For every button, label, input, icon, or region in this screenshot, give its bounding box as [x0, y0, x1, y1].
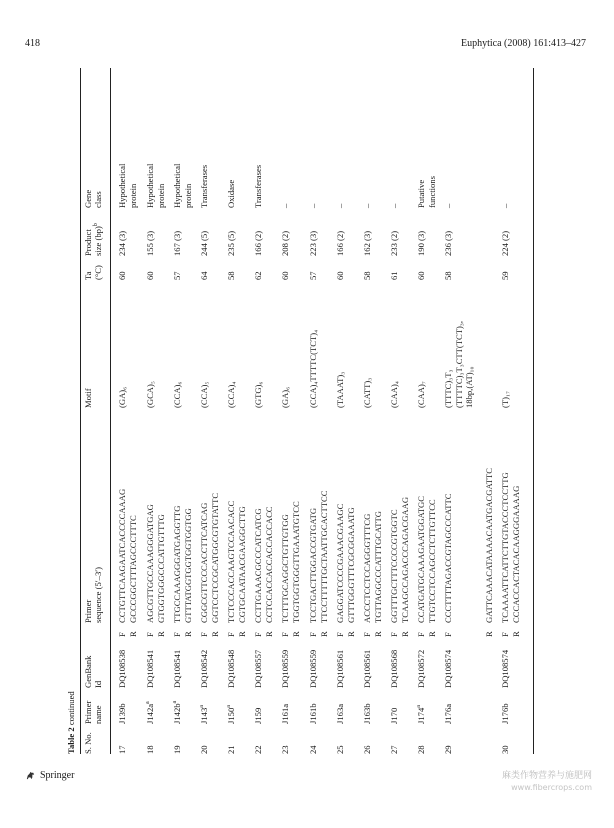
- cell-sno: 24: [308, 745, 318, 754]
- header-motif: Motif: [83, 388, 93, 408]
- cell-gene-class: Oxidase: [226, 179, 236, 208]
- cell-forward-label: F: [117, 632, 127, 637]
- cell-product-size: 223 (3): [308, 230, 318, 256]
- header-gene-class-line2: class: [93, 191, 104, 208]
- cell-sno: 27: [389, 745, 399, 754]
- cell-motif: (CCA)₄TTTTC(TCT)₄: [308, 329, 318, 408]
- header-gene-class-line1: Gene: [83, 189, 93, 208]
- cell-motif: (TTTC)₃T₃: [443, 369, 453, 408]
- cell-primer-name-sup: a: [416, 705, 423, 708]
- table-caption-label: Table 2: [66, 727, 76, 754]
- header-product-size-line1: Product: [83, 229, 93, 256]
- cell-product-size: 155 (3): [145, 230, 155, 256]
- cell-reverse-sequence: TCAAGCCAGACCCAGACGAAG: [399, 496, 410, 623]
- cell-genbank: DQ108542: [199, 649, 209, 688]
- cell-primer-name-text: J176a: [443, 703, 453, 724]
- cell-primer-name: [335, 686, 345, 724]
- header-primer-name: [83, 686, 104, 724]
- cell-motif: (CCA)₅: [199, 381, 209, 408]
- cell-reverse-label: R: [345, 631, 356, 637]
- cell-product-size: 234 (3): [117, 230, 127, 256]
- cell-forward-label: F: [308, 632, 318, 637]
- cell-reverse-sequence: TGTTAGGCCCATTTGCATTG: [372, 511, 383, 623]
- cell-motif: (TAAAT)₃: [335, 371, 345, 408]
- table-top-rule: [80, 68, 81, 754]
- cell-gene-class: Transferases: [199, 164, 209, 208]
- header-ta: [83, 254, 104, 280]
- cell-gene-class: Hypothetical: [145, 163, 155, 208]
- header-product-size-line2: size (bp)$^b$: [93, 223, 104, 256]
- cell-primer-name-text: J176b: [500, 703, 510, 724]
- cell-gene-class: Hypothetical: [117, 163, 127, 208]
- cell-reverse-sequence: GTTTGGGTTTCGCGGAAATG: [345, 507, 356, 623]
- cell-product-size: 233 (2): [389, 230, 399, 256]
- header-genbank-line1: GenBank: [83, 655, 93, 688]
- cell-genbank: DQ108541: [145, 649, 155, 688]
- header-genbank-line2: Id: [93, 680, 104, 688]
- cell-genbank: DQ108561: [362, 649, 372, 688]
- cell-ta: 60: [117, 271, 127, 280]
- cell-primer-name: [199, 686, 209, 724]
- cell-gene-class: –: [500, 203, 510, 208]
- cell-forward-sequence: TCCTGACTTGGACCGTGATG: [308, 507, 318, 623]
- cell-forward-sequence: AGCGTTGCCAAAGGGATGAG: [145, 504, 155, 623]
- cell-motif-line3: 18bp,(AT)₁₀: [464, 366, 474, 408]
- cell-forward-label: F: [443, 632, 453, 637]
- cell-forward-sequence: GAGGATCCCCGAAACGAAGC: [335, 503, 345, 623]
- cell-sno: 26: [362, 745, 372, 754]
- cell-primer-name: [226, 686, 236, 724]
- page-number: 418: [25, 38, 40, 49]
- cell-primer-name: [500, 686, 510, 724]
- cell-forward-label: F: [145, 632, 155, 637]
- journal-reference: Euphytica (2008) 161:413–427: [461, 38, 586, 49]
- header-genbank: [83, 638, 104, 688]
- publisher-name: Springer: [40, 770, 75, 781]
- cell-reverse-label: R: [372, 631, 383, 637]
- cell-reverse-sequence: TGGTGGTGGGTTGAAATGTCC: [290, 501, 301, 623]
- cell-gene-class: –: [308, 203, 318, 208]
- cell-primer-name-sup: a: [199, 705, 206, 708]
- cell-forward-sequence: CCTTGAAACGCCCATCATCG: [253, 508, 263, 623]
- cell-reverse-sequence: GTTTATGGTGGTGGTGGTGG: [182, 508, 193, 623]
- cell-sno: 29: [443, 745, 453, 754]
- cell-reverse-label: R: [510, 631, 521, 637]
- cell-gene-class-line2: protein: [155, 183, 166, 208]
- cell-primer-name: [117, 686, 127, 724]
- cell-reverse-sequence: TTGTCCTCCAGCCTCTTGTTCC: [426, 499, 437, 623]
- cell-reverse-sequence: CCTCCACCACCACCACCACC: [263, 506, 274, 623]
- cell-ta: 58: [443, 271, 453, 280]
- cell-primer-name: [172, 686, 182, 724]
- cell-gene-class-line2: functions: [426, 176, 437, 208]
- cell-reverse-label: R: [318, 631, 329, 637]
- cell-reverse-sequence: GATTCAAACATAAAACAATGACGATTC: [484, 468, 494, 623]
- cell-motif: (CAA)₇: [416, 381, 426, 408]
- cell-ta: 58: [362, 271, 372, 280]
- cell-primer-name-sup: a: [226, 705, 233, 708]
- cell-gene-class: Putative: [416, 179, 426, 208]
- cell-motif: (CCA)₄: [226, 381, 236, 408]
- cell-ta: 62: [253, 271, 263, 280]
- cell-primer-name-sup: a: [172, 700, 179, 704]
- cell-gene-class: Transferases: [253, 164, 263, 208]
- watermark-url: www.fibercrops.com: [511, 783, 592, 792]
- cell-gene-class-line2: protein: [127, 183, 138, 208]
- cell-reverse-label: R: [209, 631, 220, 637]
- cell-motif: (CCA)₆: [172, 381, 182, 408]
- cell-forward-sequence: GGTTTGCTTTCCCCGTGGTC: [389, 509, 399, 623]
- cell-genbank: DQ108541: [172, 649, 182, 688]
- table-header-rule: [110, 68, 111, 754]
- header-gene-class: [83, 144, 104, 208]
- cell-product-size: 236 (3): [443, 230, 453, 256]
- cell-forward-label: F: [500, 632, 510, 637]
- cell-primer-name-text: J170: [389, 707, 399, 724]
- cell-ta: 57: [308, 271, 318, 280]
- cell-genbank: DQ108557: [253, 649, 263, 688]
- publisher-logo: [25, 770, 74, 781]
- cell-reverse-sequence: GCCCGGCTTTAGCCCTTTC: [127, 515, 138, 623]
- cell-sno: 21: [226, 745, 236, 754]
- cell-reverse-label: R: [236, 631, 247, 637]
- header-ta-line2: (°C): [93, 265, 104, 280]
- cell-reverse-sequence: TTCCTTTTTGCTAATTGCACTTCC: [318, 490, 329, 623]
- table-caption: [66, 691, 76, 754]
- cell-primer-name: [253, 686, 263, 724]
- header-primer-sequence-line1: Primer: [83, 599, 93, 623]
- header-sno: S. No.: [83, 732, 93, 754]
- cell-product-size: 235 (5): [226, 230, 236, 256]
- rotated-table-region: [62, 59, 542, 754]
- table-caption-suffix: continued: [66, 691, 76, 726]
- header-product-size-sup: b: [93, 223, 100, 227]
- cell-sno: 30: [500, 745, 510, 754]
- cell-primer-name: [362, 686, 372, 724]
- cell-genbank: DQ108548: [226, 649, 236, 688]
- cell-gene-class-line2: protein: [182, 183, 193, 208]
- table-bottom-rule: [533, 68, 534, 754]
- cell-genbank: DQ108572: [416, 649, 426, 688]
- cell-reverse-label: R: [127, 631, 138, 637]
- cell-motif: (GCA)₅: [145, 381, 155, 408]
- watermark-cn: 麻类作物营养与施肥网: [501, 771, 592, 781]
- cell-gene-class: –: [362, 203, 372, 208]
- cell-forward-label: F: [253, 632, 263, 637]
- cell-motif: (GA)₆: [117, 386, 127, 408]
- cell-reverse-label: R: [484, 631, 494, 637]
- cell-primer-name: [280, 686, 290, 724]
- cell-gene-class: –: [335, 203, 345, 208]
- cell-forward-sequence: TCAAAATTCATTCTTGTACCCTCCTTG: [500, 472, 510, 623]
- cell-sno: 28: [416, 745, 426, 754]
- cell-motif: (T)₁₇: [500, 391, 510, 408]
- header-primer-sequence: [83, 567, 104, 623]
- cell-reverse-label: R: [155, 631, 166, 637]
- cell-primer-name: [145, 686, 155, 724]
- cell-genbank: DQ108574: [443, 649, 453, 688]
- cell-ta: 58: [226, 271, 236, 280]
- cell-reverse-label: R: [426, 631, 437, 637]
- table-2: [62, 59, 542, 754]
- cell-primer-name: [416, 686, 426, 724]
- cell-forward-sequence: CCATGATGCAAAGAATGGATGC: [416, 496, 426, 623]
- cell-product-size: 162 (3): [362, 230, 372, 256]
- cell-primer-name-text: J142b: [172, 703, 182, 724]
- cell-sno: 17: [117, 745, 127, 754]
- cell-reverse-label: R: [399, 631, 410, 637]
- cell-primer-name-text: J143: [199, 707, 209, 724]
- springer-horse-icon: [25, 770, 36, 781]
- cell-forward-sequence: ACCCTCCTCCAGGGTTTCG: [362, 513, 372, 623]
- header-ta-line1: Ta: [83, 271, 93, 280]
- cell-forward-sequence: TCTTTGCAGGCTGTTGTGG: [280, 514, 290, 623]
- cell-forward-sequence: CCTGTTCAAGAATCACCCCAAAG: [117, 488, 127, 623]
- cell-primer-name-text: J174: [416, 707, 426, 724]
- cell-forward-label: F: [280, 632, 290, 637]
- cell-product-size: 208 (2): [280, 230, 290, 256]
- cell-primer-name: [443, 686, 453, 724]
- header-product-size: [83, 214, 104, 256]
- cell-ta: 59: [500, 271, 510, 280]
- cell-reverse-label: R: [182, 631, 193, 637]
- cell-product-size: 244 (5): [199, 230, 209, 256]
- cell-forward-label: F: [389, 632, 399, 637]
- cell-genbank: DQ108568: [389, 649, 399, 688]
- cell-genbank: DQ108561: [335, 649, 345, 688]
- cell-sno: 25: [335, 745, 345, 754]
- cell-primer-name-text: J163a: [335, 703, 345, 724]
- cell-forward-sequence: TCTCCCACCAAGTCCAACACC: [226, 500, 236, 623]
- cell-genbank: DQ108574: [500, 649, 510, 688]
- cell-ta: 60: [335, 271, 345, 280]
- cell-reverse-sequence: CCCACCACTACACAAGGGAAAAG: [510, 485, 521, 623]
- cell-product-size: 166 (2): [335, 230, 345, 256]
- cell-forward-label: F: [416, 632, 426, 637]
- cell-sno: 18: [145, 745, 155, 754]
- cell-gene-class: Hypothetical: [172, 163, 182, 208]
- cell-primer-name-text: J159: [253, 707, 263, 724]
- cell-primer-name: [389, 686, 399, 724]
- cell-primer-name: [308, 686, 318, 724]
- cell-ta: 60: [416, 271, 426, 280]
- cell-primer-name-text: J163b: [362, 703, 372, 724]
- cell-forward-label: F: [172, 632, 182, 637]
- cell-reverse-sequence: CGTGCAATAACGAAGGCTTG: [236, 506, 247, 623]
- cell-product-size: 166 (2): [253, 230, 263, 256]
- cell-ta: 60: [280, 271, 290, 280]
- header-primer-name-line2: name: [93, 705, 104, 724]
- cell-genbank: DQ108559: [308, 649, 318, 688]
- cell-primer-name-text: J150: [226, 707, 236, 724]
- cell-forward-label: F: [362, 632, 372, 637]
- cell-motif: (CAA)₄: [389, 381, 399, 408]
- cell-forward-label: F: [335, 632, 345, 637]
- cell-product-size: 224 (2): [500, 230, 510, 256]
- cell-reverse-label: R: [290, 631, 301, 637]
- cell-genbank: DQ108538: [117, 649, 127, 688]
- cell-sno: 23: [280, 745, 290, 754]
- cell-forward-label: F: [199, 632, 209, 637]
- cell-gene-class: –: [389, 203, 399, 208]
- header-primer-sequence-line2: sequence (5′–3′): [93, 566, 104, 623]
- cell-ta: 57: [172, 271, 182, 280]
- cell-product-size: 167 (3): [172, 230, 182, 256]
- cell-primer-name-text: J161a: [280, 703, 290, 724]
- cell-primer-name-text: J139b: [117, 703, 127, 724]
- cell-gene-class: –: [280, 203, 290, 208]
- cell-product-size: 190 (3): [416, 230, 426, 256]
- cell-sno: 19: [172, 745, 182, 754]
- cell-primer-name-text: J142a: [145, 703, 155, 724]
- cell-motif: (CATT)₃: [362, 377, 372, 408]
- cell-primer-name-sup: a: [145, 701, 152, 704]
- cell-genbank: DQ108559: [280, 649, 290, 688]
- cell-forward-sequence: CCCTTTTAGACCGTAGCCCATTC: [443, 493, 453, 623]
- cell-sno: 20: [199, 745, 209, 754]
- cell-gene-class: –: [443, 203, 453, 208]
- cell-forward-label: F: [226, 632, 236, 637]
- header-primer-name-line1: Primer: [83, 700, 93, 724]
- cell-primer-name-text: J161b: [308, 703, 318, 724]
- cell-reverse-sequence: GTGGTGGGCCCATTGTTTG: [155, 514, 166, 623]
- cell-ta: 60: [145, 271, 155, 280]
- cell-motif: (GTG)₆: [253, 381, 263, 408]
- cell-reverse-label: R: [263, 631, 274, 637]
- cell-ta: 64: [199, 271, 209, 280]
- cell-ta: 61: [389, 271, 399, 280]
- cell-sno: 22: [253, 745, 263, 754]
- cell-forward-sequence: CGGCGTTCCCACCTTCATCAG: [199, 502, 209, 623]
- watermark: [502, 770, 592, 794]
- cell-forward-sequence: TTGCCAAAGGGATGAGGTTG: [172, 505, 182, 623]
- cell-motif-line2: (TTTTC)₃T₃CTT(TCT)₃,: [453, 320, 464, 408]
- cell-motif: (GA)₆: [280, 386, 290, 408]
- cell-reverse-sequence: GGTCCTCCGCATGGCGTGTATTC: [209, 492, 220, 623]
